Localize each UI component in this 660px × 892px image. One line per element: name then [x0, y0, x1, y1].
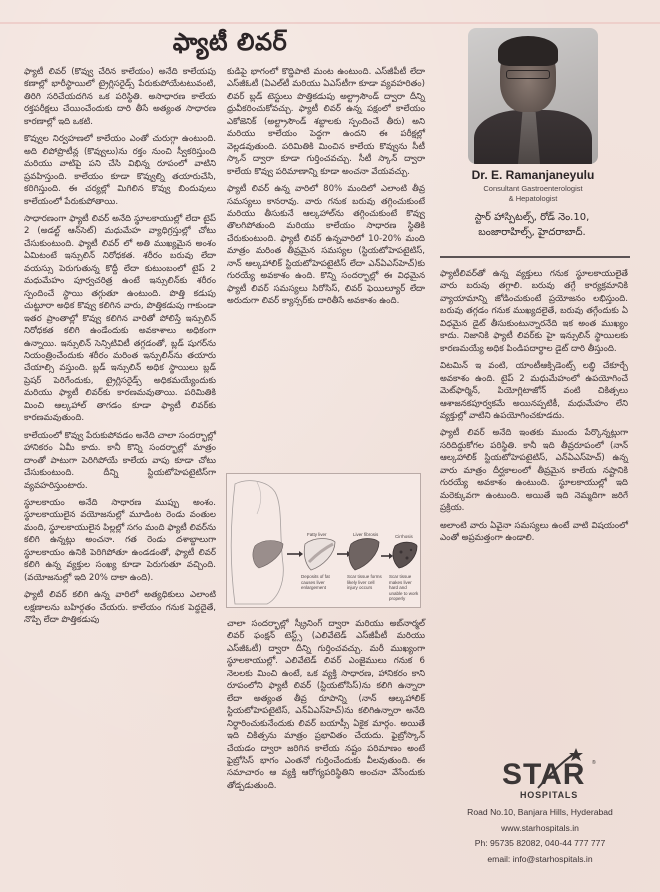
article-column-2-bottom: [227, 618, 425, 797]
doctor-address-line-1: స్టార్ హాస్పిటల్స్, రోడ్ నెం.10,: [474, 212, 590, 223]
hospital-phone: Ph: 95735 82082, 040-44 777 777: [474, 838, 606, 849]
paragraph: ఫ్యాటీ లివర్ అనేది ఇంతకు ముందు పేర్కొన్నట్లుగా సరిదిద్దుకోగల పరిస్థితి. కానీ ఇది తీవ్రరూపంలో (నాన్ ఆల్కహాలిక్ స్టియటోహెపటైటిస్, ఎన్‌ఏఎస్‌హెచ్) ఉన్న వారు మాత్రం దీర్ఘకాలంలో తీవ్రమైన కాలేయ నష్టానికి గురయ్యే అవకాశం ఉంటుంది. స్థూలకాయుల్లో ఇది మరెక్కువగా ఉంటుంది. అయితే ఇది నెమ్మదిగా జరిగే ప్రక్రియ.: [440, 428, 628, 514]
hospital-email: email: info@starhospitals.in: [487, 853, 593, 864]
logo-subtitle: HOSPITALS: [520, 790, 579, 800]
paragraph: అలాంటి వారు ఏవైనా సమస్యలు ఉంటే వాటి విషయంలో ఎంతో అప్రమత్తంగా ఉండాలి.: [440, 520, 628, 544]
doctor-photo: [468, 28, 598, 164]
hospital-website: www.starhospitals.in: [501, 822, 579, 833]
paragraph: ఫ్యాటీ లివర్ (కొవ్వు చేరిన కాలేయం) అనేది కాలేయపు కణాల్లో భారీస్థాయిలో ట్రైగ్లిసరైడ్స్ పేరుకుపోయేటటువంటి, తిరిగి సరిచేయదగిన ఒక పరిస్థితి. అసాధారణ కాలేయ రక్తపరీక్షలు చేయించేందుకు దారి తీసే అత్యంత సాధారణ కారణాల్లో ఇది ఒకటి.: [24, 67, 216, 127]
article-column-3: [440, 268, 628, 550]
paragraph: ఫ్యాటీ లివర్ కలిగి ఉన్న వారిలో అత్యధికులు ఎలాంటి లక్షణాలను బహిర్గతం చేయరు. కాలేయం గనుక పెద్దదైతే, నొప్పి లేదా పొత్తికడుపు: [24, 590, 216, 626]
paragraph: కొవ్వుల నిర్వహణలో కాలేయం ఎంతో చురుగ్గా ఉంటుంది. అది లిపోప్రొటీన్ల (కొవ్వులు)ను రక్తం నుంచి స్వీకరిస్తుంది మరియు వాటిపై పని చేసి విభిన్న రూపంలో వాటిని ప్రవహిస్తుంది. కాలేయం కూడా కొవ్వుల్ని తయారుచేసి, కరిగిస్తుంది. ఈ చర్యల్లో మిగిలిన కొవ్వు బిందువులు కాలేయంలో పేరుకుపోతాయి.: [24, 134, 216, 207]
paragraph: విటమిన్ ఇ వంటి, యాంటీఆక్సిడెంట్స్ లబ్ధి చేకూర్చే అవకాశం ఉంది. టైప్ 2 మధుమేహంలో ఉపయోగించే మెట్‌ఫార్మిన్, పియోగ్లిటాజోన్ వంటి చికిత్సలు ఆశాజనకపూర్వకమే అయినప్పటికీ, మధుమేహం లేని వ్యక్తుల్లో వాటిని ఉపయోగించకూడదు.: [440, 361, 628, 421]
label-cirrhosis: Cirrhosis: [395, 534, 413, 539]
doctor-name: Dr. E. Ramanjaneyulu: [471, 168, 595, 182]
doctor-title-line-2: & Hepatologist: [508, 194, 558, 203]
star-hospitals-logo: [470, 748, 610, 804]
paragraph: కాలేయంలో కొవ్వు పేరుకుపోవడం అనేది చాలా సందర్భాల్లో హానికరం ఏమీ కాదు. కానీ కొన్ని సందర్భాల్లో మాత్రం దాంతో పాటుగా పెరిగిపోయే కాలేయ వాపు కూడా చోటు చేసుకుంటుంది. దీన్ని స్టియటోహెపటైటిస్‌గా వ్యవహరిస్తుంటారు.: [24, 430, 216, 491]
top-rule: [0, 22, 660, 24]
paragraph: ఫ్యాటీ లివర్ ఉన్న వారిలో 80% మందిలో ఎలాంటి తీవ్ర సమస్యలు కానరావు. వారు గనుక బరువు తగ్గించుకుంటే మరియు తీసుకునే ఆల్కహాల్‌ను తగ్గించుకుంటే కొవ్వు తొలగిపోతుంది మరియు కాలేయం సాధారణ స్థితికి చేరుకుంటుంది. ఫ్యాటీ లివర్ ఉన్నవారిలో 10-20% మంది మాత్రం మరింత తీవ్రమైన సమస్యల (స్టియటోహెపటైటిస్, నాన్ ఆల్కహాలిక్ స్టియటోహెపటైటిస్ లేదా ఎన్‌ఏఎస్‌హెచ్)కు గురయ్యే అవకాశం ఉంది. కొన్ని సందర్భాల్లో ఈ విధమైన ఫ్యాటీ లివర్ సమస్యలు సిరోసిస్, లివర్ ఫెయిల్యూర్ లేదా అరుదుగా లివర్ క్యాన్సర్‌కు దారితీసే అవకాశం ఉంది.: [227, 184, 425, 307]
paragraph: చాలా సందర్భాల్లో స్క్రీనింగ్ ద్వారా మరియు అబ్‌నార్మల్ లివర్ ఫంక్షన్ టెస్ట్స్ (ఎలివేటెడ్ ఎస్‌జీపీటీ మరియు ఎస్‌జీఓటీ) ద్వారా దీన్ని గుర్తించవచ్చు. మరీ ముఖ్యంగా స్థూలకాయుల్లో. ఎలివేటెడ్ లివర్ ఎంజైములు గనుక 6 నెలలకు మించి ఉంటే, ఒక వ్యక్తి సాధారణ, హానికరం కాని రూపంలోని ఫ్యాటీ లివర్ (స్టియటోసిస్)ను కలిగి ఉన్నారా లేదా అత్యంత తీవ్ర రూపాన్ని (నాన్ ఆల్కహాలిక్ స్టియటోహెపటైటిస్, ఎన్‌ఏఎస్‌హెచ్)ను కలిగిఉన్నారా అనేది నిర్ధారించుకునేందుకు లివర్ బయాప్సీ ఏకైక మార్గం. అయితే ఇది చికిత్సను మాత్రం ప్రభావితం చేయదు. ఫైబ్రోస్కాన్ చేయడం ద్వారా జరిగిన కాలేయ నష్టం పరిమాణం అంటే ఫైబ్రోసిస్ భాగం ఎంతనో గుర్తించేందుకు వీలవుతుంది. ఈ సమాచారం ఆ వ్యక్తి ఆరోగ్యపరిస్థితిని అంచనా వేసేందుకు తోడ్పడుతుంది.: [227, 619, 425, 791]
article-column-1: [24, 66, 216, 631]
divider: [440, 256, 630, 258]
doctor-title-line-1: Consultant Gastroenterologist: [483, 184, 583, 193]
headline: ఫ్యాటీ లివర్: [172, 28, 288, 56]
liver-disease-illustration: [226, 473, 421, 608]
glasses-icon: [506, 70, 550, 79]
label-liver-fibrosis: Liver fibrosis: [353, 532, 379, 537]
logo-wordmark: STAR: [502, 758, 586, 791]
caption-fatty-liver: Deposits of fat causes liver enlargement: [301, 574, 330, 590]
paragraph: సాధారణంగా ఫ్యాటీ లివర్ అనేది స్థూలకాయుల్లో లేదా టైప్ 2 (అడల్ట్ ఆన్‌సెట్) మధుమేహ వ్యాధిగ్రస్తుల్లో చోటు చేసుకుంటుంది. ఫ్యాటీ లివర్ లో అతి ముఖ్యమైన అంశం ఏమిటంటే ఇన్సులిన్ నిరోధకత. శరీరం బరువు లేదా వయస్సు పెరుగుతున్న కొద్దీ లేదా కుటుంబంలో టైప్ 2 మధుమేహం పూర్వచరిత్ర ఉంటే ఇన్సులిన్‌కు శరీరం స్పందించే స్థాయి తగ్గుతూ ఉంటుంది. పొత్తి కడుపు చుట్టూరా అధిక కొవ్వు కలిగిన వారు, పొత్తికడుపు గాకుండా ఇతర ప్రాంతాల్లో కొవ్వు కలిగిన వారితో పోలిస్తే ఇన్సులిన్ నిరోధకత కలిగి ఉండేందుకు అవకాశాలు అధికంగా ఉన్నాయి. ఇన్సులిన్ సెన్సిటివిటీ తగ్గడంతో, బ్లడ్ షుగర్‌ను నియంత్రించేందుకు శరీరం మరింత ఇన్సులిన్‌ను తయారు చేయాల్సి వస్తుంది. బ్లడ్ ఇన్సులిన్ అధిక స్థాయిలు బ్లడ్ ప్రెషర్ పెరిగేందుకు, ట్రైగ్లిసరైడ్స్ అధికమయ్యేందుకు మరియు ఫ్యాటీ లివర్‌కు కారణమవుతాయి. పరిమితికి మించి ఆల్కహాల్ తాగడం కూడా ఫ్యాటీ లివర్‌కు కారణమవుతుంది.: [24, 213, 216, 424]
doctor-address-line-2: బంజారాహిల్స్, హైదరాబాద్.: [478, 227, 586, 238]
caption-cirrhosis: Scar tissue makes liver hard and unable to work properly: [389, 574, 419, 601]
label-fatty-liver: Fatty liver: [307, 532, 327, 537]
hospital-contact: [440, 805, 640, 867]
caption-liver-fibrosis: Scar tissue forms likely liver cell injury occurs: [347, 574, 382, 590]
svg-text:®: ®: [592, 760, 596, 766]
article-column-2-top: [227, 66, 425, 313]
paragraph: ఫ్యాటీలివర్‌తో ఉన్న వ్యక్తులు గనుక స్థూలకాయులైతే వారు బరువు తగ్గాలి. బరువు తగ్గే కార్యక్రమానికి వ్యాయామాన్ని జోడించుకుంటే ప్రయోజనం లభిస్తుంది. బరువు తగ్గడం గనుక ముఖ్యదలైతే, బరువు తగ్గేందుకు ఏ విధమైన డైట్ తీసుకుంటున్నారనేది ఇక అంత ముఖ్యం కాదు. నిజానికి ఫ్యాటీ లివర్‌కు హై ఇన్సులిన్ స్థాయిలకు కారణమయ్యే అధిక పిండిపదార్థాల డైట్ దారి తీస్తుంది.: [440, 269, 628, 354]
photo-hair: [498, 36, 558, 66]
paragraph: స్థూలకాయం అనేది సాధారణ ముప్పు అంశం. స్థూలకాయులైన వయోజనుల్లో మూడింట రెండు వంతుల మంది, స్థూలకాయులైన పిల్లల్లో సగం మంది ఫ్యాటీ లివర్‌ను కలిగి ఉన్నట్లు అంచనా. గత రెండు దశాబ్దాలుగా స్థూలకాయం ఉనికి పెరిగిపోతూ ఉండడంతో, ఫ్యాటీ లివర్ కలిగి ఉన్న వ్యక్తుల సంఖ్య కూడా పెరుగుతూ వచ్చింది. (వయోజనుల్లో ఇది 20% దాకా ఉంది).: [24, 497, 217, 583]
hospital-address: Road No.10, Banjara Hills, Hyderabad: [467, 807, 613, 817]
doctor-title: [458, 184, 608, 204]
paragraph: కుడిపై భాగంలో కొద్దిపాటి మంట ఉంటుంది. ఎస్‌జీపీటీ లేదా ఎస్‌జీఓటీ (ఏఎల్‌టీ మరియు ఏఎస్‌టీగా కూడా వ్యవహరితం) లివర్ బ్లడ్ టెస్టులు పొత్తికడుపు అల్ట్రాసౌండ్ ద్వారా దీన్ని ధ్రువీకరించుకోవచ్చు. ఫ్యాటీ లివర్ ఉన్న పక్షంలో కాలేయం ఎకోజెనిక్ (అల్ట్రాసౌండ్ శబ్దాలకు స్పందించే తీరు) అని మరియు కాలేయం పెద్దగా ఉందని ఈ పరీక్షల్లో వెల్లడవుతుంది. పరిమితికి మించిన కాలేయ కొవ్వును సీటీ స్కాన్ ద్వారా కూడా గుర్తించవచ్చు. సీటీ స్కాన్ ద్వారా కాలేయ కొవ్వు పరిమాణాన్ని కూడా అంచనా వేయవచ్చు.: [227, 67, 425, 177]
doctor-address: [452, 210, 612, 240]
